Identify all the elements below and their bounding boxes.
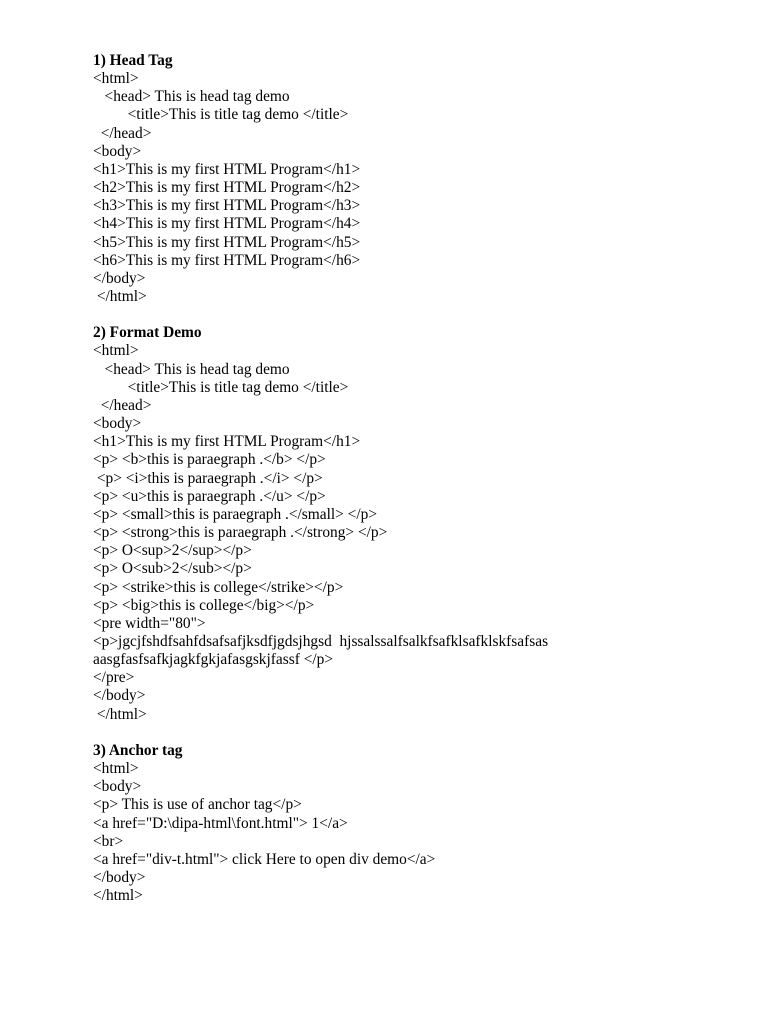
code-line: <h2>This is my first HTML Program</h2>	[93, 179, 361, 197]
code-line: <html>	[93, 760, 139, 778]
code-line: <h3>This is my first HTML Program</h3>	[93, 197, 361, 215]
code-line: <head> This is head tag demo	[93, 360, 290, 378]
code-line: <h4>This is my first HTML Program</h4>	[93, 215, 361, 233]
code-line: <p> <i>this is paraegraph .</i> </p>	[93, 469, 323, 487]
code-line: <h5>This is my first HTML Program</h5>	[93, 233, 361, 251]
code-line: </body>	[93, 687, 146, 705]
section-title: 3) Anchor tag	[93, 741, 183, 759]
code-line: <a href="D:\dipa-html\font.html"> 1</a>	[93, 814, 348, 832]
code-line: <h6>This is my first HTML Program</h6>	[93, 251, 361, 269]
code-line: <body>	[93, 778, 142, 796]
document-page	[93, 52, 743, 923]
code-line: </html>	[93, 705, 147, 723]
code-line: <p> <b>this is paraegraph .</b> </p>	[93, 451, 326, 469]
code-line: <p> O<sub>2</sub></p>	[93, 560, 252, 578]
code-line: <h1>This is my first HTML Program</h1>	[93, 433, 361, 451]
code-line: </html>	[93, 887, 143, 905]
code-line: <title>This is title tag demo </title>	[93, 378, 349, 396]
code-line: </head>	[93, 396, 152, 414]
code-line: <p> <small>this is paraegraph .</small> </p>	[93, 505, 378, 523]
code-line: <body>	[93, 142, 142, 160]
code-line: <html>	[93, 342, 139, 360]
section-title: 1) Head Tag	[93, 52, 173, 69]
code-line: <p> <strong>this is paraegraph .</strong> </p>	[93, 524, 388, 542]
code-line: <p> This is use of anchor tag</p>	[93, 796, 302, 814]
code-line: aasgfasfsafkjagkfgkjafasgskjfassf </p>	[93, 651, 334, 669]
section-head-tag	[93, 52, 743, 306]
code-line: <html>	[93, 70, 139, 88]
code-line: </body>	[93, 269, 146, 287]
code-line: <p> <big>this is college</big></p>	[93, 596, 315, 614]
code-line: </head>	[93, 124, 152, 142]
code-line: <a href="div-t.html"> click Here to open div demo</a>	[93, 850, 436, 868]
code-line: <title>This is title tag demo </title>	[93, 106, 349, 124]
code-line: <pre width="80">	[93, 614, 206, 632]
code-line: <body>	[93, 415, 142, 433]
section-anchor-tag	[93, 742, 743, 905]
code-line: <h1>This is my first HTML Program</h1>	[93, 160, 361, 178]
code-line: <br>	[93, 832, 124, 850]
code-line: <p> <u>this is paraegraph .</u> </p>	[93, 487, 326, 505]
code-line: <p> O<sup>2</sup></p>	[93, 542, 252, 560]
code-line: <head> This is head tag demo	[93, 88, 290, 106]
code-line: <p> <strike>this is college</strike></p>	[93, 578, 344, 596]
code-line: </body>	[93, 869, 146, 886]
code-line: </pre>	[93, 669, 135, 687]
code-line: <p>jgcjfshdfsahfdsafsafjksdfjgdsjhgsd hjssalssalfsalkfsafklsafklskfsafsas	[93, 632, 549, 650]
section-title: 2) Format Demo	[93, 324, 202, 342]
code-line: </html>	[93, 288, 147, 306]
section-format-demo	[93, 324, 743, 723]
